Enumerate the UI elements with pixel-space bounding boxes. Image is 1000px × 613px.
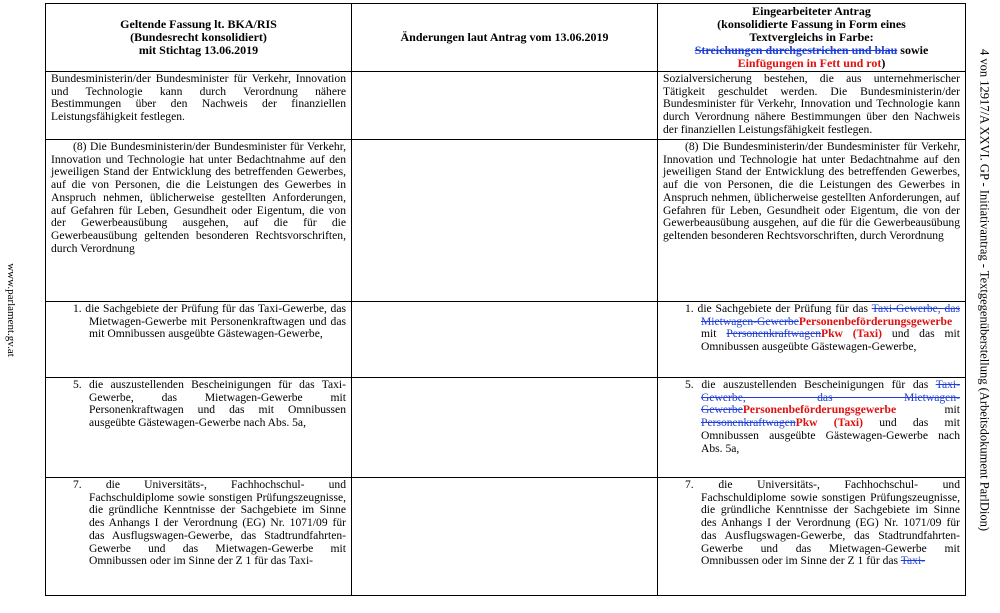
cell-current: Bundesministerin/der Bundesminister für Verkehr, Innovation und Technologie kann durch Verordnung nähere Bestimmungen über den Nachweis der finanziellen Leistungsfähigkeit festlegen.: [46, 72, 352, 140]
cell-consolidated: (8) Die Bundesministerin/der Bundesminister für Verkehr, Innovation und Technologie hat unter Bedachtnahme auf den jeweiligen Stand der Entwicklung des betreffenden Gewerbes, auf die von Personen, die die Leistungen des Gewerbes in Anspruch nehmen, üblicherweise gestellten Anforderungen, auf Gefahren für Leben, Gesundheit oder Eigentum, die von der Gewerbeausübung ausgehen, auf die für die Gewerbeausübung geltenden besonderen Rechtsvorschriften, durch Verordnung: [658, 140, 966, 302]
inserted-text: Pkw (Taxi): [795, 416, 863, 430]
deleted-text: Taxi-: [900, 554, 926, 568]
deleted-text: Personenkraftwagen: [726, 327, 822, 341]
table-row: [46, 302, 966, 378]
inserted-text: Personenbeförderungsgewerbe: [798, 314, 953, 328]
deleted-text: Personenkraftwagen: [701, 416, 796, 430]
parliament-url[interactable]: www.parlament.gv.at: [5, 263, 17, 357]
header-current-version: Geltende Fassung lt. BKA/RIS (Bundesrecht konsolidiert) mit Stichtag 13.06.2019: [46, 4, 352, 72]
comparison-table: [45, 3, 966, 596]
cell-changes: [352, 140, 658, 302]
table-header-row: [46, 4, 966, 72]
cell-changes: [352, 72, 658, 140]
inserted-text: Pkw (Taxi): [821, 327, 883, 341]
table-row: [46, 478, 966, 596]
cell-current: (8) Die Bundesministerin/der Bundesminister für Verkehr, Innovation und Technologie hat unter Bedachtnahme auf den jeweiligen Stand der Entwicklung des betreffenden Gewerbes, auf die von Personen, die die Leistungen des Gewerbes in Anspruch nehmen, üblicherweise gestellten Anforderungen, auf Gefahren für Leben, Gesundheit oder Eigentum, die von der Gewerbeausübung ausgehen, auf die für die Gewerbeausübung geltenden besonderen Rechtsvorschriften, durch Verordnung: [46, 140, 352, 302]
legend-insertions: Einfügungen in Fett und rot: [737, 56, 882, 70]
cell-changes: [352, 302, 658, 378]
deleted-text: Taxi-Gewerbe, das Mietwagen-Gewerbe: [701, 378, 960, 417]
cell-changes: [352, 378, 658, 478]
header-changes: Änderungen laut Antrag vom 13.06.2019: [352, 4, 658, 72]
deleted-text: Taxi-Gewerbe, das Mietwagen-Gewerbe: [701, 302, 960, 328]
side-margin-right: [968, 0, 1000, 613]
cell-current: 1. die Sachgebiete der Prüfung für das Taxi-Gewerbe, das Mietwagen-Gewerbe mit Personenkraftwagen und das mit Omnibussen ausgeübte Gästewagen-Gewerbe,: [46, 302, 352, 378]
side-margin-left: [0, 230, 22, 390]
cell-consolidated: 5. die auszustellenden Bescheinigungen für das Taxi-Gewerbe, das Mietwagen-GewerbePersonenbeförderungsgewerbe mit PersonenkraftwagenPkw (Taxi) und das mit Omnibussen ausgeübte Gästewagen-Gewerbe nach Abs. 5a,: [658, 378, 966, 478]
cell-current: 5. die auszustellenden Bescheinigungen für das Taxi-Gewerbe, das Mietwagen-Gewerbe mit Personenkraftwagen und das mit Omnibussen ausgeübte Gästewagen-Gewerbe nach Abs. 5a,: [46, 378, 352, 478]
header-consolidated: Eingearbeiteter Antrag (konsolidierte Fassung in Form eines Textvergleichs in Farbe: Streichungen durchgestrichen und blau sowie Einfügungen in Fett und rot): [658, 4, 966, 72]
cell-changes: [352, 478, 658, 596]
inserted-text: Personenbeförderungsgewerbe: [742, 403, 897, 417]
document-reference: 4 von 12917/A XXVI. GP - Initiativantrag - Textgegenüberstellung (Arbeitsdokument ParlDion): [977, 48, 992, 532]
table-row: [46, 72, 966, 140]
table-row: [46, 378, 966, 478]
cell-consolidated: 1. die Sachgebiete der Prüfung für das Taxi-Gewerbe, das Mietwagen-GewerbePersonenbeförderungsgewerbe mit PersonenkraftwagenPkw (Taxi) und das mit Omnibussen ausgeübte Gästewagen-Gewerbe,: [658, 302, 966, 378]
table-row: [46, 140, 966, 302]
cell-consolidated: 7. die Universitäts-, Fachhochschul- und Fachschuldiplome sowie sonstigen Prüfungszeugnisse, die gründliche Kenntnisse der Sachgebiete im Sinne des Anhangs I der Verordnung (EG) Nr. 1071/09 für das Ausflugswagen-Gewerbe, das Stadtrundfahrten-Gewerbe und das Mietwagen-Gewerbe mit Omnibussen oder im Sinne der Z 1 für das Taxi-: [658, 478, 966, 596]
cell-consolidated: Sozialversicherung bestehen, die aus unternehmerischer Tätigkeit geschuldet werden. Die Bundesministerin/der Bundesminister für Verkehr, Innovation und Technologie kann durch Verordnung nähere Bestimmungen über den Nachweis der finanziellen Leistungsfähigkeit festlegen.: [658, 72, 966, 140]
legend-deletions: Streichungen durchgestrichen und blau: [694, 43, 898, 57]
cell-current: 7. die Universitäts-, Fachhochschul- und Fachschuldiplome sowie sonstigen Prüfungszeugnisse, die gründliche Kenntnisse der Sachgebiete im Sinne des Anhangs I der Verordnung (EG) Nr. 1071/09 für das Ausflugswagen-Gewerbe, das Stadtrundfahrten-Gewerbe und das Mietwagen-Gewerbe mit Omnibussen oder im Sinne der Z 1 für das Taxi-: [46, 478, 352, 596]
